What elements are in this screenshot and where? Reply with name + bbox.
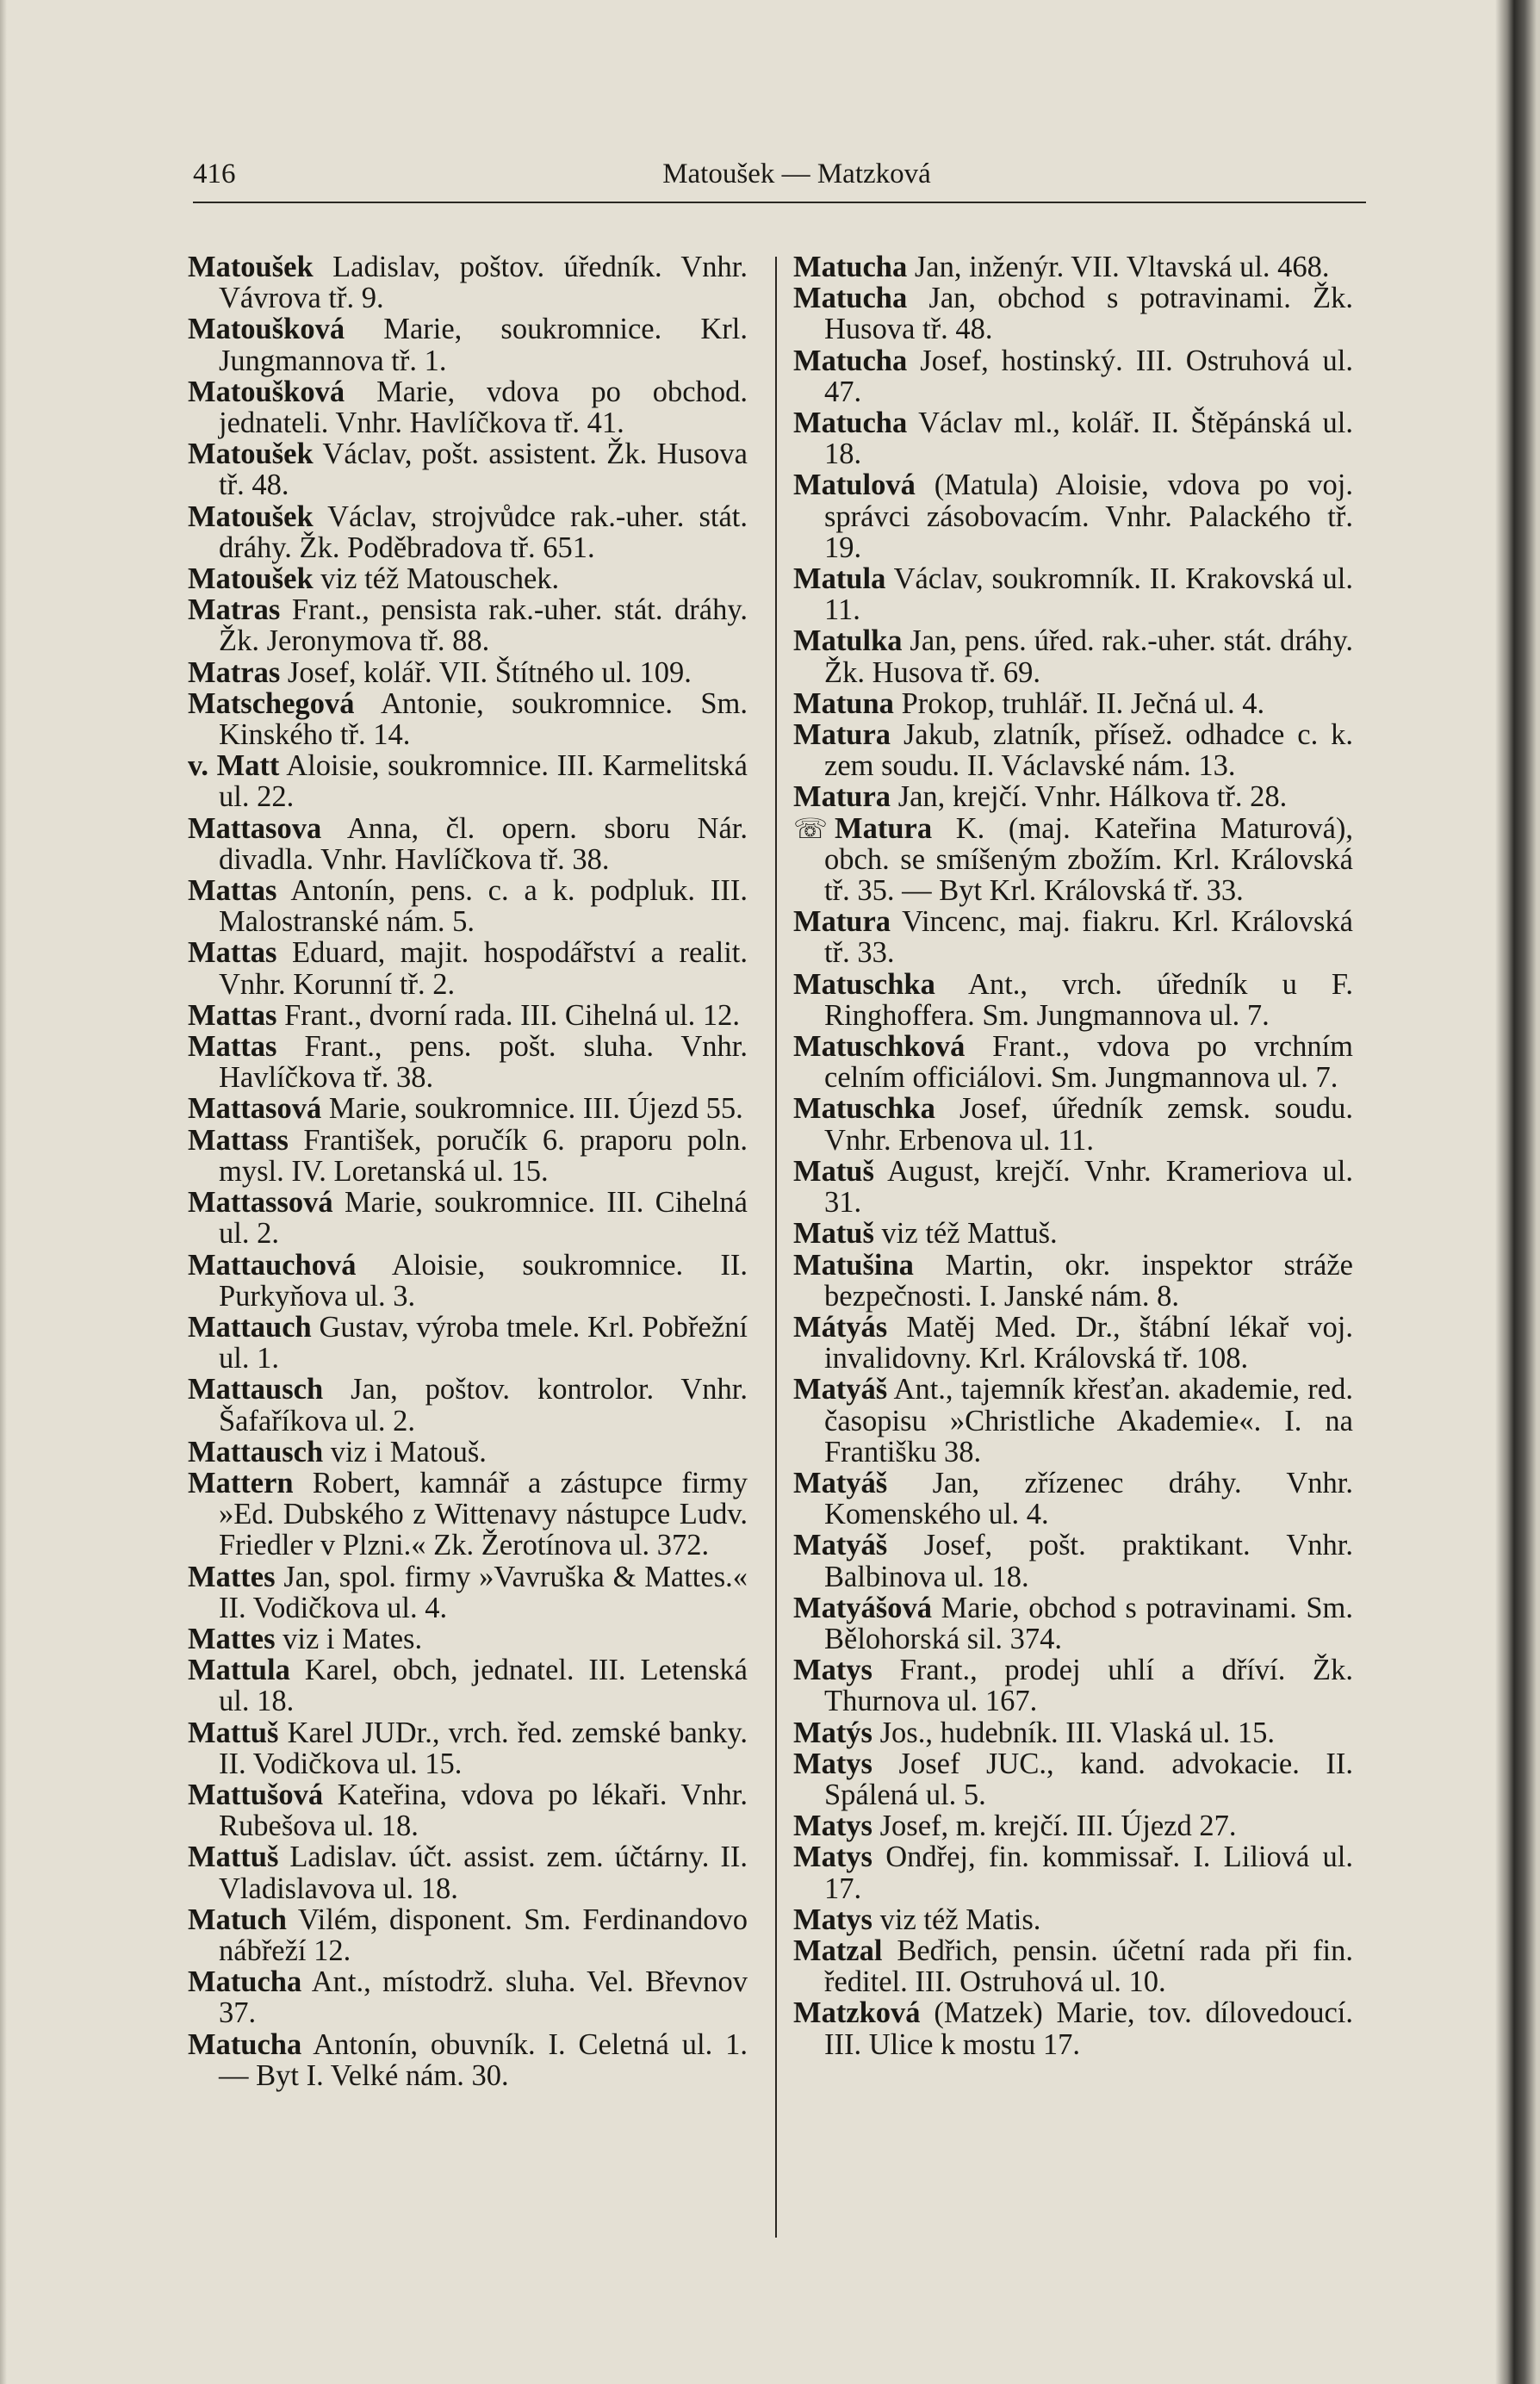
entry-surname: v. Matt: [188, 749, 280, 783]
directory-entry: [793, 1841, 1353, 1903]
entry-details: Marie, vdova po obchod. jednateli. Vnhr. Havlíčkova tř. 41.: [219, 375, 748, 440]
entry-surname: Matuš: [793, 1217, 874, 1251]
entry-surname: Matoušková: [188, 313, 345, 346]
directory-entry: [793, 1312, 1353, 1374]
entry-details: Kateřina, vdova po lékaři. Vnhr. Rubešova ul. 18.: [219, 1778, 748, 1843]
entry-surname: Matuschka: [793, 967, 935, 1001]
directory-entry: [188, 1000, 748, 1031]
entry-details: viz též Matis.: [879, 1903, 1041, 1936]
entry-details: (Matzek) Marie, tov. dílovedoucí. III. Ulice k mostu 17.: [824, 1996, 1354, 2061]
directory-entry: [793, 625, 1353, 687]
page-edge-right: [1495, 0, 1540, 2384]
entry-details: viz též Matouschek.: [320, 562, 560, 596]
entry-surname: Mattas: [188, 998, 277, 1032]
entry-details: Jan, krejčí. Vnhr. Hálkova tř. 28.: [897, 780, 1288, 814]
right-column: [793, 251, 1353, 2060]
entry-surname: Mattassová: [188, 1186, 333, 1220]
entry-details: Jan, inženýr. VII. Vltavská ul. 468.: [914, 251, 1330, 283]
entry-surname: Mattes: [188, 1560, 276, 1593]
entry-surname: Matýs: [793, 1716, 872, 1749]
entry-details: Eduard, majit. hospodářství a realit. Vnhr. Korunní tř. 2.: [219, 936, 748, 1001]
entry-surname: Mattušová: [188, 1778, 324, 1811]
entry-details: K. (maj. Kateřina Maturová), obch. se smíšeným zbožím. Krl. Královská tř. 35. — Byt Krl. Královská tř. 33.: [824, 811, 1354, 908]
entry-surname: Mattuš: [188, 1841, 279, 1874]
directory-entry: [793, 1250, 1353, 1312]
entry-details: Václav, soukromník. II. Krakovská ul. 11.: [824, 562, 1353, 627]
entry-details: Frant., pens. pošt. sluha. Vnhr. Havlíčkova tř. 38.: [219, 1030, 748, 1095]
entry-surname: Matyáš: [793, 1529, 888, 1562]
entry-details: Frant., prodej uhlí a dříví. Žk. Thurnova ul. 167.: [824, 1654, 1353, 1718]
page-number: 416: [193, 158, 236, 189]
entry-surname: Matoušek: [188, 562, 314, 596]
entry-surname: Matura: [793, 780, 891, 814]
directory-entry: [188, 1312, 748, 1374]
directory-entry: [188, 563, 748, 594]
entry-details: Marie, soukromnice. III. Cihelná ul. 2.: [219, 1186, 748, 1251]
entry-surname: Matzal: [793, 1934, 883, 1967]
entry-details: Josef, m. krejčí. III. Újezd 27.: [879, 1810, 1237, 1843]
entry-details: Karel JUDr., vrch. řed. zemské banky. II. Vodičkova ul. 15.: [219, 1716, 748, 1780]
entry-surname: Matoušek: [188, 500, 314, 533]
entry-surname: Matras: [188, 655, 281, 689]
entry-surname: Mattas: [188, 874, 277, 908]
directory-entry: [793, 1655, 1353, 1717]
directory-entry: [793, 1935, 1353, 1997]
directory-entry: [793, 1093, 1353, 1155]
directory-entry: [793, 1717, 1353, 1748]
directory-entry: [793, 1904, 1353, 1935]
entry-surname: Matucha: [188, 2027, 302, 2061]
page-header: [193, 153, 1366, 203]
directory-entry: [793, 1156, 1353, 1218]
entry-surname: Matoušek: [188, 438, 314, 471]
directory-entry: [188, 1250, 748, 1312]
entry-details: Marie, obchod s potravinami. Sm. Bělohorská sil. 374.: [824, 1591, 1353, 1655]
entry-surname: Matys: [793, 1841, 872, 1874]
entry-details: Karel, obch, jednatel. III. Letenská ul. 18.: [219, 1654, 748, 1718]
directory-entry: [793, 1468, 1353, 1530]
entry-surname: Matys: [793, 1654, 872, 1687]
entry-surname: Mátyás: [793, 1310, 888, 1344]
directory-entry: [188, 1623, 748, 1655]
entry-details: Jan, pens. úřed. rak.-uher. stát. dráhy. Žk. Husova tř. 69.: [824, 624, 1354, 689]
entry-details: Gustav, výroba tmele. Krl. Pobřežní ul. 1.: [219, 1310, 748, 1375]
directory-entry: [793, 906, 1353, 968]
entry-details: Aloisie, soukromnice. III. Karmelitská ul. 22.: [219, 749, 748, 814]
entry-surname: Matucha: [793, 407, 908, 440]
directory-entry: [793, 469, 1353, 563]
entry-details: Josef, kolář. VII. Štítného ul. 109.: [287, 655, 692, 689]
directory-entry: [793, 1031, 1353, 1093]
directory-entry: [793, 1748, 1353, 1810]
entry-surname: Matulová: [793, 469, 916, 502]
entry-details: Jakub, zlatník, přísež. odhadce c. k. zem soudu. II. Václavské nám. 13.: [824, 718, 1354, 783]
entry-surname: Mattauchová: [188, 1248, 357, 1282]
entry-surname: Matyáš: [793, 1373, 888, 1406]
entry-details: viz též Mattuš.: [881, 1217, 1058, 1251]
directory-entry: [188, 1187, 748, 1249]
entry-surname: Matucha: [188, 1965, 302, 1999]
entry-surname: Matys: [793, 1810, 872, 1843]
entry-details: Jan, spol. firmy »Vavruška & Mattes.« II. Vodičkova ul. 4.: [219, 1560, 748, 1624]
entry-details: Prokop, truhlář. II. Ječná ul. 4.: [901, 686, 1265, 720]
directory-entry: [188, 1437, 748, 1468]
entry-details: Josef, hostinský. III. Ostruhová ul. 47.: [824, 344, 1353, 408]
directory-entry: [188, 2029, 748, 2091]
entry-details: Václav, strojvůdce rak.-uher. stát. dráhy. Žk. Poděbradova tř. 651.: [219, 500, 748, 564]
entry-surname: Matschegová: [188, 686, 355, 720]
entry-surname: Matyáš: [793, 1466, 888, 1499]
directory-entry: [188, 1841, 748, 1903]
entry-details: Matěj Med. Dr., štábní lékař voj. invalidovny. Krl. Královská tř. 108.: [824, 1310, 1354, 1375]
entry-surname: Matura: [793, 718, 891, 752]
entry-surname: Mattula: [188, 1654, 290, 1687]
entry-details: Anna, čl. opern. sboru Nár. divadla. Vnhr. Havlíčkova tř. 38.: [219, 811, 748, 876]
directory-entry: [793, 688, 1353, 719]
entry-details: Josef, pošt. praktikant. Vnhr. Balbinova ul. 18.: [824, 1529, 1353, 1593]
directory-entry: [793, 1218, 1353, 1249]
directory-entry: [793, 1592, 1353, 1655]
directory-entry: [793, 345, 1353, 407]
directory-entry: [188, 1561, 748, 1623]
entry-details: Vincenc, maj. fiakru. Krl. Královská tř. 33.: [824, 905, 1353, 970]
directory-entry: [188, 594, 748, 656]
entry-surname: Matys: [793, 1903, 872, 1936]
entry-surname: Matucha: [793, 251, 908, 283]
directory-entry: [793, 813, 1353, 907]
entry-surname: Matucha: [793, 344, 908, 377]
directory-entry: [188, 1717, 748, 1779]
entry-surname: Matuschka: [793, 1092, 935, 1126]
entry-surname: Mattauch: [188, 1310, 312, 1344]
entry-details: viz i Matouš.: [330, 1435, 487, 1468]
directory-entry: [793, 282, 1353, 345]
directory-entry: [188, 438, 748, 500]
directory-entry: [793, 251, 1353, 282]
directory-entry: [188, 1031, 748, 1093]
directory-entry: [188, 1655, 748, 1717]
entry-details: Ant., vrch. úředník u F. Ringhoffera. Sm. Jungmannova ul. 7.: [824, 967, 1353, 1032]
directory-entry: [793, 781, 1353, 812]
entry-surname: Matoušková: [188, 375, 345, 408]
entry-surname: Matyášová: [793, 1591, 932, 1624]
entry-surname: Mattas: [188, 1030, 277, 1064]
entry-surname: Matušina: [793, 1248, 914, 1282]
entry-details: Aloisie, soukromnice. II. Purkyňova ul. 3.: [219, 1248, 748, 1313]
entry-surname: Mattuš: [188, 1716, 279, 1749]
entry-surname: Matura: [793, 905, 891, 939]
directory-entry: [188, 937, 748, 999]
entry-surname: Matoušek: [188, 251, 314, 283]
directory-entry: [793, 1997, 1353, 2059]
entry-details: August, krejčí. Vnhr. Krameriova ul. 31.: [824, 1154, 1353, 1220]
entry-details: Bedřich, pensin. účetní rada při fin. ředitel. III. Ostruhová ul. 10.: [824, 1934, 1354, 1999]
entry-details: Marie, soukromnice. III. Újezd 55.: [328, 1092, 743, 1126]
entry-details: Ladislav. účt. assist. zem. účtárny. II. Vladislavova ul. 18.: [219, 1841, 748, 1905]
entry-details: Martin, okr. inspektor stráže bezpečnosti. I. Janské nám. 8.: [824, 1248, 1353, 1313]
entry-details: Frant., pensista rak.-uher. stát. dráhy. Žk. Jeronymova tř. 88.: [219, 593, 748, 658]
directory-entry: [188, 750, 748, 812]
entry-surname: Mattasová: [188, 1092, 322, 1126]
directory-entry: [793, 1374, 1353, 1468]
directory-entry: [188, 1468, 748, 1561]
directory-entry: [188, 1779, 748, 1841]
page-edge-left: [0, 0, 7, 2384]
entry-details: Frant., vdova po vrchním celním officiálovi. Sm. Jungmannova ul. 7.: [824, 1030, 1354, 1095]
entry-details: Ondřej, fin. kommissař. I. Liliová ul. 17.: [824, 1841, 1353, 1905]
entry-surname: Matras: [188, 593, 281, 627]
directory-entry: [188, 314, 748, 376]
entry-details: Ladislav, poštov. úředník. Vnhr. Vávrova tř. 9.: [219, 251, 748, 315]
entry-surname: Matuch: [188, 1903, 287, 1936]
entry-details: Václav ml., kolář. II. Štěpánská ul. 18.: [824, 407, 1353, 471]
directory-entry: [793, 1530, 1353, 1592]
telephone-icon: ☏: [793, 812, 829, 844]
entry-surname: Mattes: [188, 1622, 276, 1655]
entry-surname: Mattausch: [188, 1373, 324, 1406]
entry-surname: Matys: [793, 1747, 872, 1780]
directory-entry: [793, 407, 1353, 469]
directory-entry: [793, 969, 1353, 1031]
entry-details: Antonín, obuvník. I. Celetná ul. 1. — Byt I. Velké nám. 30.: [219, 2027, 748, 2092]
directory-entry: [188, 875, 748, 937]
directory-entry: [188, 251, 748, 314]
directory-entry: [188, 813, 748, 875]
entry-details: Robert, kamnář a zástupce firmy »Ed. Dubského z Wittenavy nástupce Ludv. Friedler v Plzni.« Zk. Žerotínova ul. 372.: [219, 1466, 748, 1562]
directory-entry: [793, 563, 1353, 625]
entry-details: Josef, úředník zemsk. soudu. Vnhr. Erbenova ul. 11.: [824, 1092, 1354, 1157]
entry-details: Jos., hudebník. III. Vlaská ul. 15.: [879, 1716, 1275, 1749]
directory-entry: [188, 688, 748, 750]
entry-surname: Matuschková: [793, 1030, 966, 1064]
entry-details: Jan, obchod s potravinami. Žk. Husova tř. 48.: [824, 282, 1353, 346]
entry-surname: Mattasova: [188, 811, 322, 845]
entry-surname: Matuš: [793, 1154, 874, 1188]
entry-details: František, poručík 6. praporu poln. mysl. IV. Loretanská ul. 15.: [219, 1123, 748, 1188]
entry-details: Frant., dvorní rada. III. Cihelná ul. 12.: [284, 998, 740, 1032]
running-title: Matoušek — Matzková: [662, 158, 931, 189]
directory-entry: [188, 376, 748, 438]
directory-entry: [188, 1093, 748, 1124]
entry-details: Jan, zřízenec dráhy. Vnhr. Komenského ul. 4.: [824, 1466, 1353, 1531]
directory-entry: [188, 1966, 748, 2028]
column-divider: [775, 257, 777, 2238]
entry-details: Marie, soukromnice. Krl. Jungmannova tř. 1.: [219, 313, 748, 377]
entry-details: (Matula) Aloisie, vdova po voj. správci zásobovacím. Vnhr. Palackého tř. 19.: [824, 469, 1354, 564]
entry-surname: Mattern: [188, 1466, 294, 1499]
entry-surname: Matura: [835, 811, 933, 845]
directory-entry: [188, 501, 748, 563]
entry-surname: Mattas: [188, 936, 277, 970]
entry-details: viz i Mates.: [283, 1622, 423, 1655]
left-column: [188, 251, 748, 2091]
entry-surname: Matucha: [793, 282, 908, 315]
entry-details: Ant., tajemník křesťan. akademie, red. časopisu »Christliche Akademie«. I. na Františku 38.: [824, 1373, 1353, 1468]
entry-surname: Mattausch: [188, 1435, 324, 1468]
directory-entry: [188, 657, 748, 688]
directory-entry: [188, 1374, 748, 1436]
entry-details: Vilém, disponent. Sm. Ferdinandovo nábřeží 12.: [219, 1903, 748, 1967]
directory-entry: [188, 1904, 748, 1966]
entry-surname: Matuna: [793, 686, 894, 720]
entry-surname: Matulka: [793, 624, 903, 658]
entry-surname: Matzková: [793, 1996, 921, 2030]
entry-surname: Mattass: [188, 1123, 289, 1157]
entry-details: Antonín, pens. c. a k. podpluk. III. Malostranské nám. 5.: [219, 874, 748, 939]
entry-details: Antonie, soukromnice. Sm. Kinského tř. 14.: [219, 686, 748, 752]
entry-surname: Matula: [793, 562, 886, 596]
directory-entry: [188, 1125, 748, 1187]
entry-details: Václav, pošt. assistent. Žk. Husova tř. 48.: [219, 438, 748, 502]
directory-entry: [793, 719, 1353, 781]
directory-entry: [793, 1810, 1353, 1841]
entry-details: Josef JUC., kand. advokacie. II. Spálená ul. 5.: [824, 1747, 1354, 1811]
entry-details: Jan, poštov. kontrolor. Vnhr. Šafaříkova ul. 2.: [219, 1373, 748, 1437]
entry-details: Ant., místodrž. sluha. Vel. Břevnov 37.: [219, 1965, 748, 2030]
